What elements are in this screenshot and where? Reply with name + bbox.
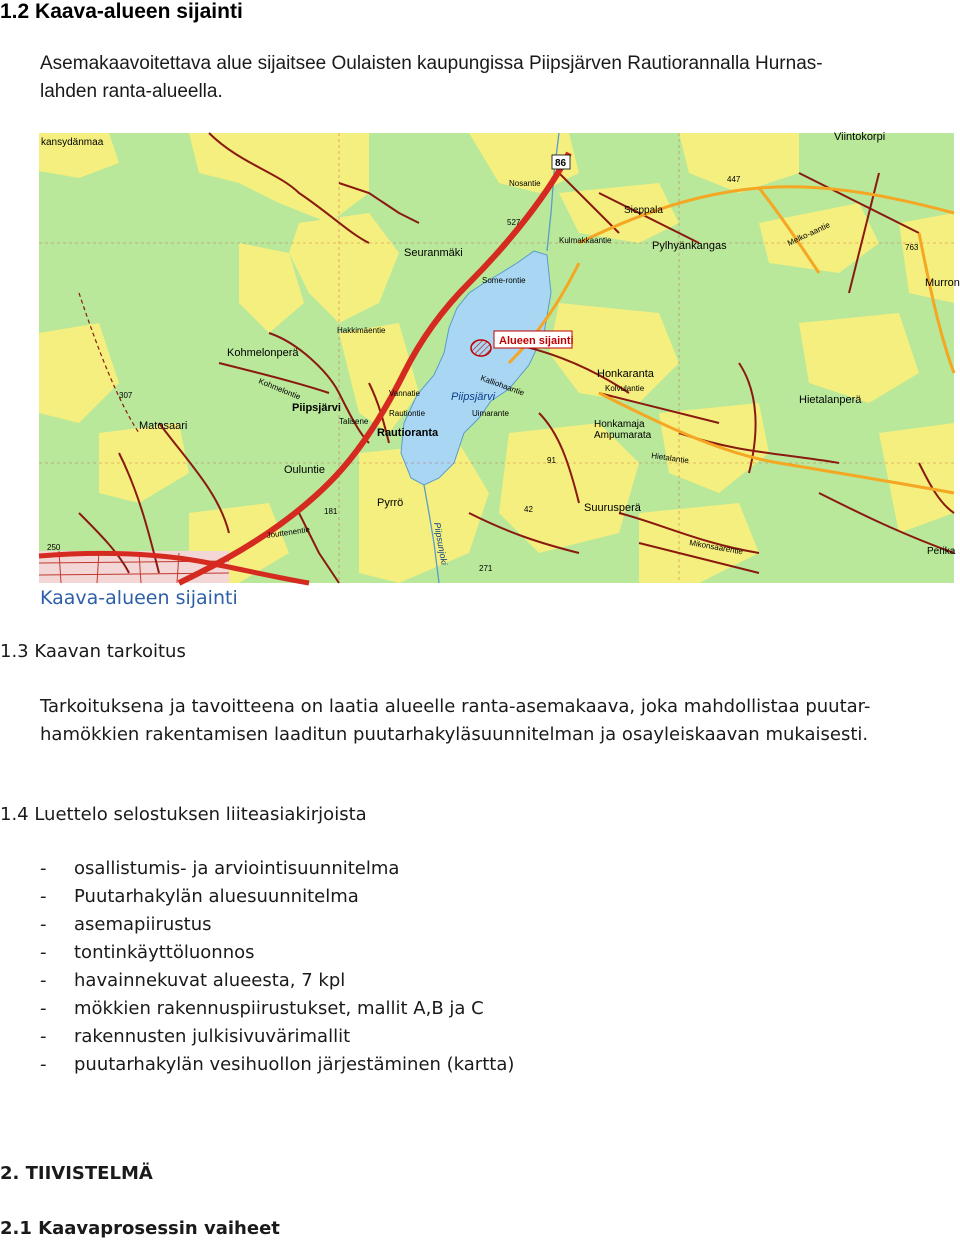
label-road-250: 250 — [47, 543, 61, 552]
label-hakkimaentie: Hakkimäentie — [337, 326, 386, 335]
label-ampumarata: Ampumarata — [594, 430, 652, 441]
list-item: - osallistumis- ja arviointisuunnitelma — [40, 858, 400, 879]
label-melkotie: Melko-aantie — [786, 220, 832, 248]
area-label: Alueen sijainti — [499, 335, 574, 347]
area-highlight-marker — [471, 340, 491, 356]
map-caption: Kaava-alueen sijainti — [40, 587, 238, 609]
label-road-447: 447 — [727, 175, 741, 184]
label-road-307: 307 — [119, 391, 133, 400]
label-jouttenentie: Jouttenentie — [266, 525, 311, 540]
section-heading-1-3: 1.3 Kaavan tarkoitus — [0, 641, 186, 662]
list-item: - tontinkäyttöluonnos — [40, 942, 255, 963]
section-heading-2-1: 2.1 Kaavaprosessin vaiheet — [0, 1218, 280, 1239]
label-vannantie: Vannatie — [389, 389, 420, 398]
label-hietalanpera: Hietalanperä — [799, 394, 862, 406]
label-road-91: 91 — [547, 456, 556, 465]
list-item: - puutarhakylän vesihuollon järjestäminen (kartta) — [40, 1054, 515, 1075]
section-heading-2: 2. TIIVISTELMÄ — [0, 1163, 153, 1184]
label-murron: Murron — [925, 277, 960, 289]
label-kulmakkaantie: Kulmakkaantie — [559, 236, 612, 245]
purpose-paragraph-line-1: Tarkoituksena ja tavoitteena on laatia alueelle ranta-asemakaava, joka mahdollistaa puutar- — [40, 696, 871, 717]
label-nosantie: Nosantie — [509, 179, 541, 188]
label-kohmelonpera: Kohmelonperä — [227, 347, 299, 359]
label-rautiontie: Rautiontie — [389, 409, 426, 418]
label-ouluntie: Ouluntie — [284, 464, 325, 476]
label-honkaranta: Honkaranta — [597, 368, 654, 380]
list-item: - havainnekuvat alueesta, 7 kpl — [40, 970, 346, 991]
label-pyrro: Pyrrö — [377, 497, 404, 509]
label-pylhyankangas: Pylhyänkangas — [652, 240, 727, 252]
purpose-paragraph-line-2: hamökkien rakentamisen laaditun puutarhakyläsuunnitelman ja osayleiskaavan mukaisesti. — [40, 724, 869, 745]
label-kohmelontie: Kohmelontie — [257, 376, 302, 402]
label-piipsjarvi-lake: Piipsjärvi — [451, 391, 496, 403]
appendix-list — [40, 855, 514, 1079]
label-matosaari: Matosaari — [139, 420, 188, 432]
label-road-527: 527 — [507, 218, 521, 227]
label-uimarante: Uimarante — [472, 409, 509, 418]
label-somerontie: Some-rontie — [482, 276, 526, 285]
road-86-number: 86 — [555, 158, 567, 169]
label-honkamaja: Honkamaja — [594, 419, 645, 430]
label-kalliohaantie: Kalliohaantie — [479, 373, 526, 398]
list-item: - mökkien rakennuspiirustukset, mallit A,B ja C — [40, 998, 484, 1019]
label-piipsjarvi-village: Piipsjärvi — [292, 402, 341, 414]
label-mikonsaarentie: Mikonsaarentie — [688, 538, 744, 557]
label-hietalantie: Hietalantie — [650, 451, 690, 466]
label-kolvulantie: Kolvulantie — [605, 384, 645, 393]
section-heading-1-4: 1.4 Luettelo selostuksen liiteasiakirjoista — [0, 804, 367, 825]
label-rautioranta: Rautioranta — [377, 427, 439, 439]
list-item: - Puutarhakylän aluesuunnitelma — [40, 886, 359, 907]
label-kansydanmaa: kansydänmaa — [41, 137, 104, 148]
section-heading-1-2: 1.2 Kaava-alueen sijainti — [0, 0, 243, 23]
label-road-271: 271 — [479, 564, 493, 573]
label-perika: Perika — [927, 546, 956, 557]
label-road-763: 763 — [905, 243, 919, 252]
label-sieppala: Sieppala — [624, 205, 663, 216]
location-paragraph-line-1: Asemakaavoitettava alue sijaitsee Oulaisten kaupungissa Piipsjärven Rautiorannalla Hurnas- — [40, 53, 823, 74]
list-item: - rakennusten julkisivuvärimallit — [40, 1026, 351, 1047]
label-viintokorpi: Viintokorpi — [834, 131, 886, 143]
list-item: - asemapiirustus — [40, 914, 212, 935]
label-suurusperä: Suurusperä — [584, 502, 641, 514]
location-map — [39, 131, 960, 583]
label-road-181: 181 — [324, 507, 338, 516]
location-paragraph-line-2: lahden ranta-alueella. — [40, 81, 223, 102]
label-seuranmaki: Seuranmäki — [404, 247, 463, 259]
label-piipsunjoki: Piipsunjoki — [432, 521, 450, 566]
label-road-42: 42 — [524, 505, 533, 514]
label-talisene: Talisene — [339, 417, 369, 426]
